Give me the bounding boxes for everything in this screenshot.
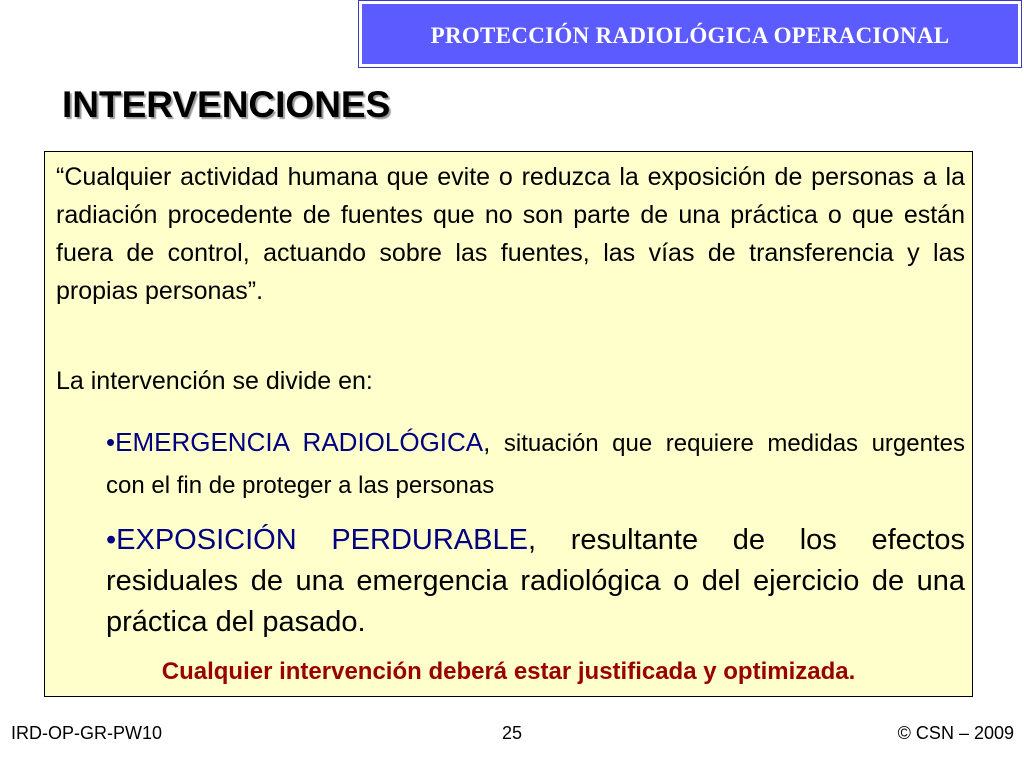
footer-doc-code: IRD-OP-GR-PW10 xyxy=(11,723,163,743)
bullet-exposicion xyxy=(106,520,965,643)
header-banner xyxy=(358,0,1022,68)
bullet-term: •EXPOSICIÓN PERDURABLE xyxy=(106,524,528,556)
footer-page-number: 25 xyxy=(501,723,523,743)
header-title: PROTECCIÓN RADIOLÓGICA OPERACIONAL xyxy=(430,23,950,48)
bullet-text: situación que requiere medidas urgentes con el fin de proteger a las personas xyxy=(106,430,965,499)
division-intro: La intervención se divide en: xyxy=(56,367,373,395)
footer-copyright: © CSN – 2009 xyxy=(897,723,1014,743)
conclusion-text: Cualquier intervención deberá estar justificada y optimizada. xyxy=(161,658,856,685)
bullet-punct: , xyxy=(527,524,537,556)
bullet-text: resultante de los efectos residuales de una emergencia radiológica o del ejercicio de una práctica del pasado. xyxy=(106,524,965,638)
bullet-punct: , xyxy=(483,427,491,457)
definition-quote: “Cualquier actividad humana que evite o reduzca la exposición de personas a la radiación procedente de fuentes que no son parte de una práctica o que están fuera de control, actuando sobre las fuentes, las vías de transferencia y las propias personas”. xyxy=(56,163,965,305)
bullet-emergencia xyxy=(106,422,965,506)
slide-title: INTERVENCIONES xyxy=(62,84,391,125)
content-box xyxy=(44,151,973,697)
bullet-term: •EMERGENCIA RADIOLÓGICA xyxy=(106,427,484,457)
